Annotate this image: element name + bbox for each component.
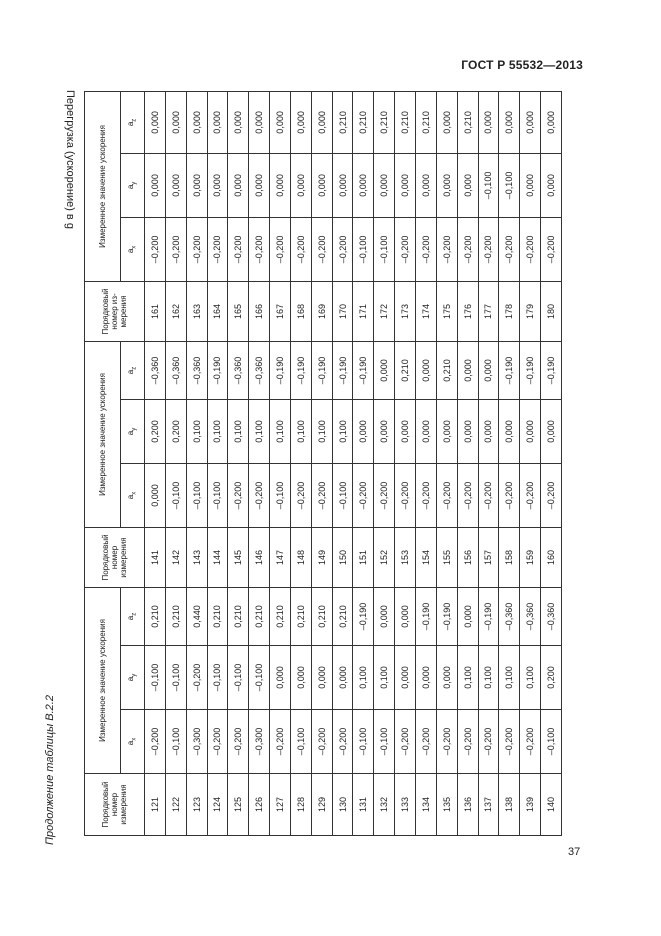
cell-g3-z: 0,000 (541, 91, 562, 153)
cell-g3-x: –0,200 (395, 217, 416, 281)
cell-g1-z: 0,210 (145, 587, 166, 645)
cell-g1-z: 0,440 (186, 587, 207, 645)
cell-g2-z: –0,360 (228, 341, 249, 399)
cell-g3-y: 0,000 (374, 153, 395, 217)
cell-g3-n: 166 (249, 281, 270, 341)
cell-g1-n: 127 (270, 774, 291, 836)
cell-g2-z: 0,000 (374, 341, 395, 399)
table-row (332, 91, 353, 835)
cell-g2-n: 148 (290, 527, 311, 587)
cell-g2-n: 157 (478, 527, 499, 587)
cell-g2-z: –0,360 (249, 341, 270, 399)
cell-g3-x: –0,200 (311, 217, 332, 281)
cell-g3-z: 0,000 (228, 91, 249, 153)
cell-g3-x: –0,100 (353, 217, 374, 281)
cell-g3-z: 0,000 (499, 91, 520, 153)
cell-g2-y: 0,100 (228, 399, 249, 463)
table-row (311, 91, 332, 835)
table-row (270, 91, 291, 835)
cell-g1-x: –0,200 (395, 710, 416, 774)
cell-g1-z: –0,190 (478, 587, 499, 645)
cell-g2-y: 0,100 (311, 399, 332, 463)
cell-g2-x: 0,000 (145, 463, 166, 527)
cell-g3-x: –0,200 (457, 217, 478, 281)
cell-g3-x: –0,200 (207, 217, 228, 281)
cell-g3-z: 0,000 (520, 91, 541, 153)
cell-g2-x: –0,200 (457, 463, 478, 527)
cell-g3-z: 0,210 (332, 91, 353, 153)
cell-g3-n: 175 (436, 281, 457, 341)
measurement-table-area (84, 92, 562, 836)
cell-g2-n: 142 (165, 527, 186, 587)
cell-g3-n: 174 (415, 281, 436, 341)
cell-g3-y: –0,100 (499, 153, 520, 217)
table-row (395, 91, 416, 835)
cell-g1-y: 0,100 (499, 646, 520, 710)
cell-g1-n: 122 (165, 774, 186, 836)
table-row (457, 91, 478, 835)
cell-g1-y: 0,000 (332, 646, 353, 710)
header-measured-3: Измеренное значение ускорения (85, 91, 121, 281)
cell-g2-n: 141 (145, 527, 166, 587)
cell-g2-n: 144 (207, 527, 228, 587)
cell-g3-z: 0,000 (311, 91, 332, 153)
cell-g2-z: –0,190 (541, 341, 562, 399)
cell-g1-y: 0,100 (374, 646, 395, 710)
cell-g2-x: –0,200 (311, 463, 332, 527)
cell-g1-x: –0,300 (249, 710, 270, 774)
cell-g3-z: 0,000 (249, 91, 270, 153)
cell-g1-n: 138 (499, 774, 520, 836)
table-row (186, 91, 207, 835)
cell-g2-z: –0,360 (145, 341, 166, 399)
cell-g3-n: 172 (374, 281, 395, 341)
cell-g3-n: 168 (290, 281, 311, 341)
cell-g1-n: 124 (207, 774, 228, 836)
header-number-3: Порядковый номер из-мерения (85, 281, 145, 341)
cell-g3-n: 167 (270, 281, 291, 341)
cell-g1-y: 0,200 (541, 646, 562, 710)
cell-g3-y: 0,000 (415, 153, 436, 217)
cell-g2-x: –0,100 (186, 463, 207, 527)
cell-g2-z: –0,190 (332, 341, 353, 399)
table-row (436, 91, 457, 835)
cell-g3-x: –0,200 (478, 217, 499, 281)
cell-g2-z: –0,190 (520, 341, 541, 399)
cell-g2-x: –0,100 (270, 463, 291, 527)
cell-g3-z: 0,000 (207, 91, 228, 153)
cell-g2-z: 0,000 (457, 341, 478, 399)
cell-g2-z: –0,360 (186, 341, 207, 399)
cell-g3-y: 0,000 (436, 153, 457, 217)
cell-g1-z: 0,000 (457, 587, 478, 645)
cell-g1-x: –0,100 (541, 710, 562, 774)
header-number-1: Порядковый номер измерения (85, 774, 145, 836)
cell-g2-n: 146 (249, 527, 270, 587)
header-az-3: $a_z$ (121, 91, 145, 153)
cell-g1-z: 0,210 (228, 587, 249, 645)
cell-g2-y: 0,000 (374, 399, 395, 463)
cell-g3-x: –0,200 (332, 217, 353, 281)
cell-g3-x: –0,200 (228, 217, 249, 281)
cell-g3-n: 163 (186, 281, 207, 341)
cell-g3-y: 0,000 (186, 153, 207, 217)
cell-g1-y: –0,100 (249, 646, 270, 710)
cell-g2-y: 0,100 (290, 399, 311, 463)
cell-g1-x: –0,200 (499, 710, 520, 774)
header-number-2: Порядковый номер измерения (85, 527, 145, 587)
cell-g1-x: –0,200 (520, 710, 541, 774)
cell-g1-n: 131 (353, 774, 374, 836)
cell-g2-x: –0,200 (374, 463, 395, 527)
cell-g3-z: 0,000 (270, 91, 291, 153)
cell-g1-z: 0,210 (207, 587, 228, 645)
cell-g3-x: –0,200 (186, 217, 207, 281)
cell-g1-x: –0,200 (478, 710, 499, 774)
cell-g3-n: 171 (353, 281, 374, 341)
cell-g1-z: –0,360 (520, 587, 541, 645)
cell-g1-y: 0,100 (520, 646, 541, 710)
cell-g2-y: 0,000 (436, 399, 457, 463)
cell-g3-y: 0,000 (290, 153, 311, 217)
cell-g3-n: 178 (499, 281, 520, 341)
cell-g1-n: 135 (436, 774, 457, 836)
cell-g2-x: –0,200 (478, 463, 499, 527)
cell-g2-z: –0,190 (311, 341, 332, 399)
cell-g1-y: 0,100 (478, 646, 499, 710)
cell-g2-z: –0,190 (270, 341, 291, 399)
cell-g3-z: 0,000 (186, 91, 207, 153)
cell-g1-z: 0,210 (311, 587, 332, 645)
table-row (165, 91, 186, 835)
cell-g1-y: 0,000 (270, 646, 291, 710)
cell-g1-z: 0,210 (270, 587, 291, 645)
cell-g3-y: 0,000 (332, 153, 353, 217)
cell-g1-z: 0,210 (332, 587, 353, 645)
cell-g1-z: 0,210 (249, 587, 270, 645)
cell-g2-y: 0,200 (145, 399, 166, 463)
cell-g2-n: 158 (499, 527, 520, 587)
cell-g3-x: –0,200 (436, 217, 457, 281)
header-ay-3: $a_y$ (121, 153, 145, 217)
cell-g2-x: –0,200 (415, 463, 436, 527)
cell-g2-x: –0,200 (228, 463, 249, 527)
cell-g1-y: –0,100 (145, 646, 166, 710)
cell-g1-y: 0,000 (311, 646, 332, 710)
cell-g1-n: 140 (541, 774, 562, 836)
table-row (541, 91, 562, 835)
cell-g3-y: 0,000 (353, 153, 374, 217)
cell-g3-y: 0,000 (395, 153, 416, 217)
cell-g3-n: 177 (478, 281, 499, 341)
cell-g1-y: 0,000 (436, 646, 457, 710)
table-row (207, 91, 228, 835)
table-continuation-caption: Продолжение таблицы В.2.2 (44, 695, 56, 845)
cell-g3-n: 169 (311, 281, 332, 341)
cell-g3-z: 0,000 (436, 91, 457, 153)
cell-g2-y: 0,000 (457, 399, 478, 463)
cell-g1-x: –0,200 (436, 710, 457, 774)
header-az-2: $a_z$ (121, 341, 145, 399)
cell-g1-n: 129 (311, 774, 332, 836)
cell-g2-z: 0,000 (415, 341, 436, 399)
cell-g2-n: 151 (353, 527, 374, 587)
cell-g1-y: 0,100 (457, 646, 478, 710)
cell-g3-z: 0,000 (165, 91, 186, 153)
cell-g2-n: 150 (332, 527, 353, 587)
cell-g3-y: 0,000 (311, 153, 332, 217)
header-ay-2: $a_y$ (121, 399, 145, 463)
cell-g3-z: 0,210 (353, 91, 374, 153)
cell-g1-n: 132 (374, 774, 395, 836)
cell-g3-x: –0,200 (520, 217, 541, 281)
table-row (353, 91, 374, 835)
cell-g3-y: 0,000 (541, 153, 562, 217)
cell-g1-n: 123 (186, 774, 207, 836)
page-number: 37 (568, 846, 581, 858)
cell-g3-x: –0,200 (499, 217, 520, 281)
cell-g3-z: 0,000 (478, 91, 499, 153)
cell-g2-x: –0,100 (165, 463, 186, 527)
table-row (478, 91, 499, 835)
cell-g3-x: –0,100 (374, 217, 395, 281)
cell-g1-y: 0,000 (415, 646, 436, 710)
cell-g3-n: 162 (165, 281, 186, 341)
cell-g3-z: 0,000 (145, 91, 166, 153)
cell-g3-z: 0,000 (290, 91, 311, 153)
cell-g3-x: –0,200 (290, 217, 311, 281)
cell-g2-n: 143 (186, 527, 207, 587)
cell-g1-z: –0,190 (353, 587, 374, 645)
cell-g3-y: 0,000 (145, 153, 166, 217)
cell-g1-x: –0,200 (311, 710, 332, 774)
cell-g1-n: 137 (478, 774, 499, 836)
table-row (249, 91, 270, 835)
cell-g3-x: –0,200 (145, 217, 166, 281)
cell-g1-z: 0,210 (290, 587, 311, 645)
cell-g2-z: –0,190 (499, 341, 520, 399)
cell-g1-n: 121 (145, 774, 166, 836)
cell-g2-z: 0,210 (395, 341, 416, 399)
standard-code: ГОСТ Р 55532—2013 (461, 58, 583, 72)
table-row (228, 91, 249, 835)
cell-g2-y: 0,000 (415, 399, 436, 463)
cell-g2-x: –0,200 (290, 463, 311, 527)
cell-g2-n: 152 (374, 527, 395, 587)
overload-unit-label: Перегрузка (ускорение) в g (64, 90, 76, 229)
cell-g1-x: –0,300 (186, 710, 207, 774)
cell-g2-y: 0,100 (186, 399, 207, 463)
cell-g2-n: 154 (415, 527, 436, 587)
cell-g2-y: 0,000 (520, 399, 541, 463)
cell-g1-y: –0,200 (186, 646, 207, 710)
cell-g1-n: 133 (395, 774, 416, 836)
cell-g2-n: 159 (520, 527, 541, 587)
cell-g2-z: –0,360 (165, 341, 186, 399)
cell-g2-n: 155 (436, 527, 457, 587)
cell-g2-y: 0,100 (207, 399, 228, 463)
cell-g1-x: –0,200 (207, 710, 228, 774)
cell-g3-x: –0,200 (165, 217, 186, 281)
cell-g3-x: –0,200 (415, 217, 436, 281)
cell-g1-z: –0,360 (499, 587, 520, 645)
cell-g1-x: –0,100 (374, 710, 395, 774)
cell-g3-n: 179 (520, 281, 541, 341)
header-ax-1: $a_x$ (121, 710, 145, 774)
cell-g3-n: 170 (332, 281, 353, 341)
cell-g1-n: 136 (457, 774, 478, 836)
cell-g1-z: 0,000 (395, 587, 416, 645)
cell-g2-x: –0,200 (353, 463, 374, 527)
cell-g3-x: –0,200 (541, 217, 562, 281)
cell-g2-n: 149 (311, 527, 332, 587)
cell-g3-y: 0,000 (249, 153, 270, 217)
cell-g1-z: –0,360 (541, 587, 562, 645)
cell-g1-n: 130 (332, 774, 353, 836)
cell-g3-z: 0,210 (374, 91, 395, 153)
cell-g3-n: 165 (228, 281, 249, 341)
cell-g1-x: –0,100 (290, 710, 311, 774)
cell-g2-y: 0,100 (270, 399, 291, 463)
cell-g2-y: 0,100 (249, 399, 270, 463)
table-row (499, 91, 520, 835)
cell-g1-y: –0,100 (165, 646, 186, 710)
measurement-table (84, 91, 562, 836)
cell-g1-x: –0,200 (457, 710, 478, 774)
cell-g2-x: –0,100 (207, 463, 228, 527)
cell-g2-n: 147 (270, 527, 291, 587)
cell-g1-z: –0,190 (436, 587, 457, 645)
cell-g3-z: 0,210 (457, 91, 478, 153)
cell-g3-n: 180 (541, 281, 562, 341)
cell-g1-n: 128 (290, 774, 311, 836)
cell-g2-z: 0,210 (436, 341, 457, 399)
header-measured-1: Измеренное значение ускорения (85, 587, 121, 773)
cell-g3-y: 0,000 (520, 153, 541, 217)
cell-g3-y: –0,100 (478, 153, 499, 217)
table-row (290, 91, 311, 835)
header-ax-3: $a_x$ (121, 217, 145, 281)
cell-g3-n: 164 (207, 281, 228, 341)
cell-g1-n: 139 (520, 774, 541, 836)
cell-g2-x: –0,200 (520, 463, 541, 527)
cell-g1-x: –0,200 (415, 710, 436, 774)
cell-g2-x: –0,200 (395, 463, 416, 527)
cell-g2-x: –0,200 (436, 463, 457, 527)
cell-g2-y: 0,000 (395, 399, 416, 463)
cell-g3-n: 176 (457, 281, 478, 341)
cell-g1-x: –0,200 (228, 710, 249, 774)
cell-g3-y: 0,000 (228, 153, 249, 217)
cell-g2-y: 0,000 (499, 399, 520, 463)
cell-g1-z: –0,190 (415, 587, 436, 645)
cell-g2-n: 145 (228, 527, 249, 587)
cell-g3-z: 0,210 (395, 91, 416, 153)
table-row (374, 91, 395, 835)
cell-g1-z: 0,210 (165, 587, 186, 645)
cell-g2-n: 153 (395, 527, 416, 587)
cell-g1-y: –0,100 (228, 646, 249, 710)
header-measured-2: Измеренное значение ускорения (85, 341, 121, 527)
cell-g2-z: –0,190 (353, 341, 374, 399)
table-row (415, 91, 436, 835)
cell-g3-x: –0,200 (270, 217, 291, 281)
header-az-1: $a_z$ (121, 587, 145, 645)
cell-g2-y: 0,100 (332, 399, 353, 463)
cell-g2-z: 0,000 (478, 341, 499, 399)
cell-g1-x: –0,200 (145, 710, 166, 774)
cell-g3-y: 0,000 (207, 153, 228, 217)
cell-g3-y: 0,000 (270, 153, 291, 217)
cell-g1-n: 126 (249, 774, 270, 836)
cell-g1-x: –0,100 (165, 710, 186, 774)
cell-g1-y: –0,100 (207, 646, 228, 710)
cell-g2-y: 0,000 (478, 399, 499, 463)
header-ay-1: $a_y$ (121, 646, 145, 710)
cell-g3-n: 173 (395, 281, 416, 341)
cell-g2-n: 156 (457, 527, 478, 587)
cell-g1-z: 0,000 (374, 587, 395, 645)
cell-g3-z: 0,210 (415, 91, 436, 153)
cell-g2-y: 0,000 (541, 399, 562, 463)
table-row (520, 91, 541, 835)
cell-g2-n: 160 (541, 527, 562, 587)
cell-g1-y: 0,000 (395, 646, 416, 710)
cell-g3-x: –0,200 (249, 217, 270, 281)
cell-g2-y: 0,200 (165, 399, 186, 463)
table-row (145, 91, 166, 835)
header-ax-2: $a_x$ (121, 463, 145, 527)
cell-g2-y: 0,000 (353, 399, 374, 463)
cell-g1-x: –0,100 (353, 710, 374, 774)
cell-g3-y: 0,000 (457, 153, 478, 217)
cell-g2-z: –0,190 (290, 341, 311, 399)
cell-g1-n: 125 (228, 774, 249, 836)
cell-g2-x: –0,200 (541, 463, 562, 527)
cell-g2-z: –0,190 (207, 341, 228, 399)
cell-g3-y: 0,000 (165, 153, 186, 217)
cell-g1-y: 0,100 (353, 646, 374, 710)
cell-g2-x: –0,200 (249, 463, 270, 527)
cell-g2-x: –0,200 (499, 463, 520, 527)
cell-g1-x: –0,200 (270, 710, 291, 774)
cell-g3-n: 161 (145, 281, 166, 341)
cell-g2-x: –0,100 (332, 463, 353, 527)
cell-g1-n: 134 (415, 774, 436, 836)
cell-g1-x: –0,200 (332, 710, 353, 774)
cell-g1-y: 0,000 (290, 646, 311, 710)
